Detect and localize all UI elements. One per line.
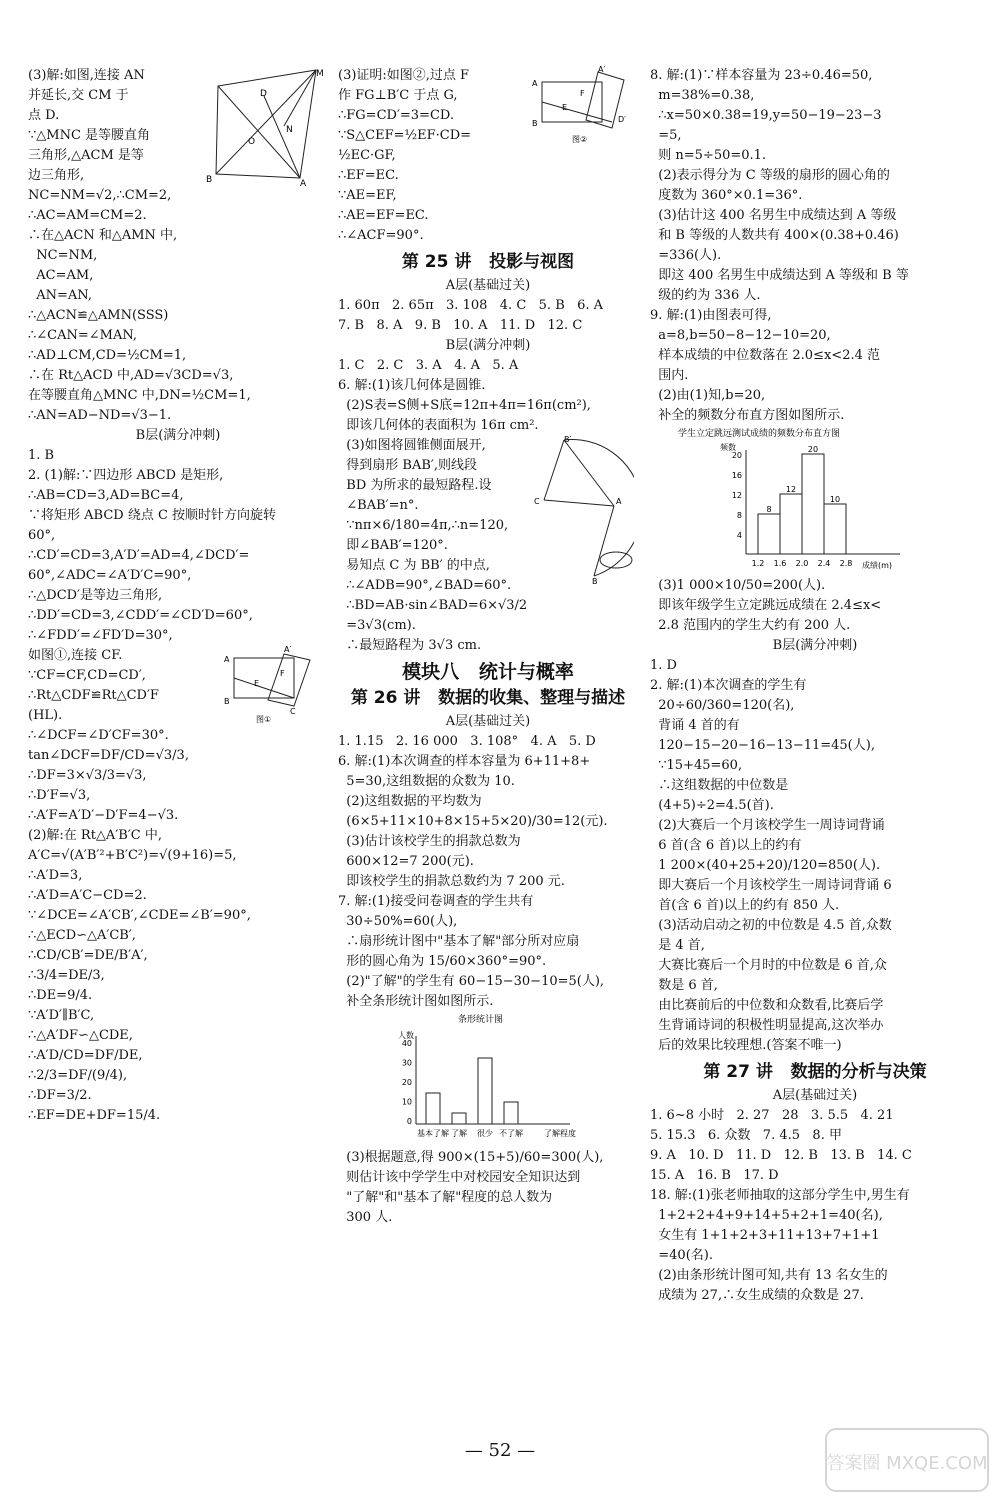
text-line: 7. 解:(1)接受问卷调查的学生共有 (338, 894, 534, 909)
svg-text:N: N (286, 125, 293, 135)
text-line: NC=NM, (28, 248, 98, 263)
text-line: 5=30,这组数据的众数为 10. (338, 774, 515, 789)
text-line: ∴最短路程为 3√3 cm. (338, 638, 482, 653)
text-line: ∴∠ADB=90°,∠BAD=60°. (338, 578, 512, 593)
y-tick-label: 4 (736, 531, 742, 540)
svg-text:图②: 图② (572, 135, 588, 144)
text-line: ∵将矩形 ABCD 绕点 C 按顺时针方向旋转 (28, 508, 277, 523)
text-line: (3)解:如图,连接 AN (28, 68, 145, 83)
text-line: NC=NM=√2,∴CM=2, (28, 188, 172, 203)
y-tick-label: 40 (401, 1039, 412, 1048)
c1-layer-b: B层(满分冲刺) (135, 428, 221, 443)
text-line: ∴∠CAN=∠MAN, (28, 328, 138, 343)
text-line: ∵△MNC 是等腰直角 (28, 128, 151, 143)
figure-cone-sector (534, 436, 634, 586)
y-tick-label: 20 (401, 1078, 412, 1087)
c3-p2-text (650, 576, 980, 636)
text-line: 1. B (28, 448, 55, 463)
text-line: ∵CF=CF,CD=CD′, (28, 668, 146, 683)
text-line: ∴AE=EF=EC. (338, 208, 429, 223)
text-line: ∴A′D=3, (28, 868, 83, 883)
svg-text:条形统计图: 条形统计图 (458, 1015, 504, 1025)
text-line: 60°, (28, 528, 56, 543)
text-line: (3)如图将圆锥侧面展开, (338, 438, 486, 453)
c1-b2-block (28, 646, 328, 1126)
text-line: 即该校学生的捐款总数约为 7 200 元. (338, 874, 565, 889)
svg-text:人数: 人数 (398, 1031, 414, 1040)
text-line: "了解"和"基本了解"程度的总人数为 (338, 1190, 553, 1205)
c1-top-text (28, 66, 218, 186)
y-tick-label: 30 (401, 1058, 412, 1068)
svg-text:A′: A′ (598, 66, 606, 74)
text-line: 即大赛后一个月该校学生一周诗词背诵 6 (650, 878, 892, 893)
watermark-logo (822, 1425, 992, 1495)
lecture-27-title: 第 27 讲 数据的分析与决策 (703, 1062, 927, 1082)
svg-text:图①: 图① (256, 715, 272, 724)
text-line: 形的圆心角为 15/60×360°=90°. (338, 954, 547, 969)
lecture-26-title: 第 26 讲 数据的收集、整理与描述 (350, 688, 626, 708)
text-line: (2)这组数据的平均数为 (338, 794, 482, 809)
x-tick-label: 了解 (451, 1129, 467, 1138)
figure-quadrilateral (204, 66, 328, 186)
text-line: 2. 解:(1)本次调查的学生有 (650, 678, 807, 693)
text-line: ∴△ECD∽△A′CB′, (28, 928, 136, 943)
text-line: =40(名). (650, 1248, 713, 1263)
text-line: (3)估计这 400 名男生中成绩达到 A 等级 (650, 208, 897, 223)
text-line: ∴扇形统计图中"基本了解"部分所对应扇 (338, 934, 580, 949)
text-line: ∴AD⊥CM,CD=½CM=1, (28, 348, 187, 363)
c1-top-block (28, 66, 328, 186)
y-tick-label: 20 (731, 451, 742, 460)
text-line: 即这 400 名男生中成绩达到 A 等级和 B 等 (650, 268, 909, 283)
x-tick-label: 基本了解 (417, 1129, 449, 1138)
text-line: ∴AC=AM=CM=2. (28, 208, 147, 223)
text-line: 1. D (650, 658, 677, 673)
lecture-25-title: 第 25 讲 投影与视图 (401, 252, 575, 272)
c2-end-text (338, 1148, 638, 1228)
c1-b1-text (28, 446, 328, 646)
text-line: ∴A′F=A′D′−D′F=4−√3. (28, 808, 179, 823)
text-line: 补全条形统计图如图所示. (338, 994, 494, 1009)
text-line: 15. A 16. B 17. D (650, 1168, 779, 1183)
histogram-long-jump (650, 426, 980, 576)
text-line: a=8,b=50−8−12−10=20, (650, 328, 831, 343)
text-line: 2. (1)解:∵四边形 ABCD 是矩形, (28, 468, 224, 483)
text-line: (2)表示得分为 C 等级的扇形的圆心角的 (650, 168, 890, 183)
text-line: (3)估计该校学生的捐款总数为 (338, 834, 521, 849)
text-line: (2)S表=S侧+S底=12π+4π=16π(cm²), (338, 398, 591, 413)
text-line: 成绩为 27,∴女生成绩的众数是 27. (650, 1288, 864, 1303)
text-line: 9. A 10. D 11. D 12. B 13. B 14. C (650, 1148, 912, 1163)
text-line: 1. C 2. C 3. A 4. A 5. A (338, 358, 519, 373)
text-line: 补全的频数分布直方图如图所示. (650, 408, 845, 423)
c3-layer-a: A层(基础过关) (772, 1088, 858, 1103)
text-line: ∴AN=AD−ND=√3−1. (28, 408, 172, 423)
text-line: (6×5+11×10+8×15+5×20)/30=12(元). (338, 814, 608, 829)
text-line: (HL). (28, 708, 63, 723)
y-tick-label: 12 (731, 491, 742, 500)
text-line: 如图①,连接 CF. (28, 648, 123, 663)
x-tick-label: 2.0 (795, 559, 809, 568)
text-line: 得到扇形 BAB′,则线段 (338, 458, 477, 473)
svg-text:答案圈 MXQE.COM: 答案圈 MXQE.COM (826, 1453, 988, 1474)
text-line: ∵A′D′∥B′C, (28, 1008, 95, 1023)
c3-p4-text (650, 1106, 980, 1306)
text-line: 60°,∠ADC=∠A′D′C=90°, (28, 568, 192, 583)
text-line: ∵15+45=60, (650, 758, 743, 773)
text-line: ∴DF=3/2. (28, 1088, 92, 1103)
text-line: BD 为所求的最短路程.设 (338, 478, 492, 493)
svg-text:B: B (592, 577, 598, 586)
text-line: ½EC·GF, (338, 148, 396, 163)
c1-mid-text (28, 186, 328, 426)
text-line: =5, (650, 128, 682, 143)
text-line: ∵S△CEF=½EF·CD= (338, 128, 472, 143)
text-line: ∴2/3=DF/(9/4), (28, 1068, 128, 1083)
text-line: AN=AN, (28, 288, 92, 303)
text-line: ∴DF=3×√3/3=√3, (28, 768, 147, 783)
page-number: — 52 — (464, 1440, 536, 1461)
text-line: 生背诵诗词的积极性明显提高,这次举办 (650, 1018, 884, 1033)
text-line: 300 人. (338, 1210, 393, 1225)
text-line: 1. 60π 2. 65π 3. 108 4. C 5. B 6. A (338, 298, 604, 313)
svg-text:D′: D′ (618, 115, 626, 124)
svg-text:成绩(m): 成绩(m) (862, 561, 893, 570)
y-tick-label: 0 (406, 1117, 412, 1126)
text-line: 1. 6~8 小时 2. 27 28 3. 5.5 4. 21 (650, 1108, 894, 1123)
text-line: ∴∠ACF=90°. (338, 228, 424, 243)
text-line: 在等腰直角△MNC 中,DN=½CM=1, (28, 388, 251, 403)
svg-text:B: B (532, 119, 538, 128)
text-line: 8. 解:(1)∵样本容量为 23÷0.46=50, (650, 68, 873, 83)
text-line: ∴△ACN≌△AMN(SSS) (28, 308, 169, 323)
text-line: 由比赛前后的中位数和众数看,比赛后学 (650, 998, 884, 1013)
svg-text:A: A (224, 655, 230, 664)
c2-layer-a: A层(基础过关) (445, 278, 531, 293)
text-line: 即该几何体的表面积为 16π cm². (338, 418, 539, 433)
text-line: A′C=√(A′B′²+B′C²)=√(9+16)=5, (28, 848, 237, 863)
svg-text:M: M (316, 69, 324, 79)
text-line: AC=AM, (28, 268, 94, 283)
figure-2-rectangle (532, 66, 636, 146)
text-line: 易知点 C 为 BB′ 的中点, (338, 558, 490, 573)
svg-text:A: A (616, 497, 622, 506)
text-line: 6. 解:(1)该几何体是圆锥. (338, 378, 486, 393)
y-tick-label: 16 (731, 471, 742, 480)
text-line: 6. 解:(1)本次调查的样本容量为 6+11+8+ (338, 754, 591, 769)
bar-chart-awareness (338, 1012, 638, 1148)
text-line: 1+2+2+4+9+14+5+2+1=40(名), (650, 1208, 883, 1223)
text-line: 120−15−20−16−13−11=45(人), (650, 738, 875, 753)
x-tick-label: 很少 (477, 1129, 493, 1138)
x-tick-label: 2.4 (817, 559, 831, 568)
svg-text:A: A (532, 79, 538, 88)
bar-value-label: 10 (829, 495, 841, 504)
text-line: ∴3/4=DE/3, (28, 968, 105, 983)
text-line: 则 n=5÷50=0.1. (650, 148, 767, 163)
svg-text:B′: B′ (564, 436, 572, 444)
c3-p1-text (650, 66, 980, 426)
text-line: ∴△DCD′是等边三角形, (28, 588, 163, 603)
text-line: (2)由(1)知,b=20, (650, 388, 766, 403)
text-line: ∴在△ACN 和△AMN 中, (28, 228, 178, 243)
svg-text:A: A (300, 179, 307, 186)
x-tick-label: 2.8 (839, 559, 853, 568)
text-line: 2.8 范围内的学生大约有 200 人. (650, 618, 851, 633)
svg-text:B: B (206, 175, 213, 185)
text-line: (3)活动启动之初的中位数是 4.5 首,众数 (650, 918, 892, 933)
text-line: ∴这组数据的中位数是 (650, 778, 789, 793)
text-line: 30÷50%=60(人), (338, 914, 458, 929)
svg-text:F: F (280, 669, 285, 678)
svg-text:频数: 频数 (720, 443, 736, 452)
column-right (650, 66, 980, 1306)
text-line: (2)大赛后一个月该校学生一周诗词背诵 (650, 818, 885, 833)
svg-text:C: C (290, 707, 296, 716)
c2-layer-b: B层(满分冲刺) (445, 338, 531, 353)
text-line: ∴DD′=CD=3,∠CDD′=∠CD′D=60°, (28, 608, 253, 623)
y-tick-label: 8 (736, 511, 742, 520)
text-line: ∴D′F=√3, (28, 788, 91, 803)
text-line: ∵AE=EF, (338, 188, 397, 203)
text-line: =336(人). (650, 248, 722, 263)
bar-value-label: 12 (785, 485, 797, 494)
text-line: 首(含 6 首)以上的约有 850 人. (650, 898, 840, 913)
text-line: 是 4 首, (650, 938, 705, 953)
text-line: (3)根据题意,得 900×(15+5)/60=300(人), (338, 1150, 604, 1165)
text-line: tan∠DCF=DF/CD=√3/3, (28, 748, 189, 763)
text-line: 6 首(含 6 首)以上的约有 (650, 838, 802, 853)
column-middle (338, 66, 638, 1228)
text-line: ∠BAB′=n°. (338, 498, 419, 513)
text-line: (2)解:在 Rt△A′B′C 中, (28, 828, 162, 843)
text-line: 7. B 8. A 9. B 10. A 11. D 12. C (338, 318, 583, 333)
bar-value-label: 20 (807, 445, 819, 454)
svg-text:B: B (224, 697, 230, 706)
text-line: ∴EF=DE+DF=15/4. (28, 1108, 161, 1123)
text-line: 和 B 等级的人数共有 400×(0.38+0.46) (650, 228, 899, 243)
c3-layer-b: B层(满分冲刺) (772, 638, 858, 653)
c2-b25-block (338, 356, 638, 656)
figure-1-rectangle (224, 646, 324, 726)
text-line: 样本成绩的中位数落在 2.0≤x<2.4 范 (650, 348, 880, 363)
text-line: ∴BD=AB·sin∠BAD=6×√3/2 (338, 598, 528, 613)
svg-text:了解程度: 了解程度 (544, 1129, 576, 1138)
text-line: ∴x=50×0.38=19,y=50−19−23−3 (650, 108, 882, 123)
text-line: 即∠BAB′=120°. (338, 538, 448, 553)
text-line: (4+5)÷2=4.5(首). (650, 798, 774, 813)
text-line: 并延长,交 CM 于 (28, 88, 129, 103)
text-line: 18. 解:(1)张老师抽取的这部分学生中,男生有 (650, 1188, 910, 1203)
svg-text:E: E (254, 679, 260, 688)
text-line: 20÷60/360=120(名), (650, 698, 795, 713)
text-line: ∴CD/CB′=DE/B′A′, (28, 948, 148, 963)
text-line: ∴A′D=A′C−CD=2. (28, 888, 147, 903)
column-left (28, 66, 328, 1126)
text-line: ∴EF=EC. (338, 168, 399, 183)
text-line: ∴DE=9/4. (28, 988, 93, 1003)
text-line: ∴AB=CD=3,AD=BC=4, (28, 488, 184, 503)
text-line: 1 200×(40+25+20)/120=850(人). (650, 858, 881, 873)
c2-layer-a26: A层(基础过关) (445, 714, 531, 729)
text-line: 作 FG⊥B′C 于点 G, (338, 88, 458, 103)
text-line: 即该年级学生立定跳远成绩在 2.4≤x< (650, 598, 882, 613)
text-line: m=38%=0.38, (650, 88, 755, 103)
text-line: 点 D. (28, 108, 60, 123)
c2-top-block (338, 66, 638, 246)
text-line: ∴FG=CD′=3=CD. (338, 108, 454, 123)
svg-text:E: E (562, 103, 568, 112)
text-line: 后的效果比较理想.(答案不唯一) (650, 1038, 842, 1053)
text-line: 600×12=7 200(元). (338, 854, 474, 869)
module-8-title: 模块八 统计与概率 (402, 661, 574, 683)
text-line: 1. 1.15 2. 16 000 3. 108° 4. A 5. D (338, 734, 596, 749)
text-line: ∵∠DCE=∠A′CB′,∠CDE=∠B′=90°, (28, 908, 251, 923)
bar-value-label: 8 (766, 505, 772, 514)
text-line: ∴∠DCF=∠D′CF=30°. (28, 728, 169, 743)
x-tick-label: 1.6 (773, 559, 787, 568)
text-line: (3)证明:如图②,过点 F (338, 68, 470, 83)
x-tick-label: 1.2 (751, 559, 765, 568)
svg-text:学生立定跳远测试成绩的频数分布直方图: 学生立定跳远测试成绩的频数分布直方图 (678, 429, 841, 439)
text-line: 背诵 4 首的有 (650, 718, 740, 733)
svg-text:C: C (534, 497, 540, 506)
text-line: ∴∠FDD′=∠FD′D=30°, (28, 628, 173, 643)
text-line: ∴CD′=CD=3,A′D′=AD=4,∠DCD′= (28, 548, 250, 563)
text-line: (3)1 000×10/50=200(人). (650, 578, 826, 593)
svg-text:D: D (260, 89, 267, 99)
text-line: 9. 解:(1)由图表可得, (650, 308, 772, 323)
text-line: 三角形,△ACM 是等 (28, 148, 144, 163)
text-line: 5. 15.3 6. 众数 7. 4.5 8. 甲 (650, 1128, 842, 1143)
svg-text:F: F (580, 89, 585, 98)
text-line: 围内. (650, 368, 689, 383)
text-line: (2)"了解"的学生有 60−15−30−10=5(人), (338, 974, 605, 989)
text-line: ∴在 Rt△ACD 中,AD=√3CD=√3, (28, 368, 234, 383)
text-line: ∴△A′DF∽△CDE, (28, 1028, 133, 1043)
text-line: =3√3(cm). (338, 618, 416, 633)
text-line: 度数为 360°×0.1=36°. (650, 188, 803, 203)
text-line: 则估计该中学学生中对校园安全知识达到 (338, 1170, 581, 1185)
text-line: ∴A′D/CD=DF/DE, (28, 1048, 143, 1063)
y-tick-label: 10 (401, 1097, 412, 1107)
c2-a25-text (338, 296, 638, 336)
x-tick-label: 不了解 (499, 1129, 523, 1138)
text-line: 边三角形, (28, 168, 85, 183)
c3-p3-text (650, 656, 980, 1056)
text-line: 大赛比赛后一个月时的中位数是 6 首,众 (650, 958, 887, 973)
svg-text:O: O (248, 137, 256, 147)
text-line: 数是 6 首, (650, 978, 718, 993)
c2-a26-text (338, 732, 638, 1012)
text-line: (2)由条形统计图可知,共有 13 名女生的 (650, 1268, 888, 1283)
svg-text:A′: A′ (284, 646, 292, 654)
text-line: ∵nπ×6/180=4π,∴n=120, (338, 518, 509, 533)
text-line: 级的约为 336 人. (650, 288, 761, 303)
text-line: 女生有 1+1+2+3+11+13+7+1+1 (650, 1228, 880, 1243)
text-line: ∴Rt△CDF≌Rt△CD′F (28, 688, 159, 703)
